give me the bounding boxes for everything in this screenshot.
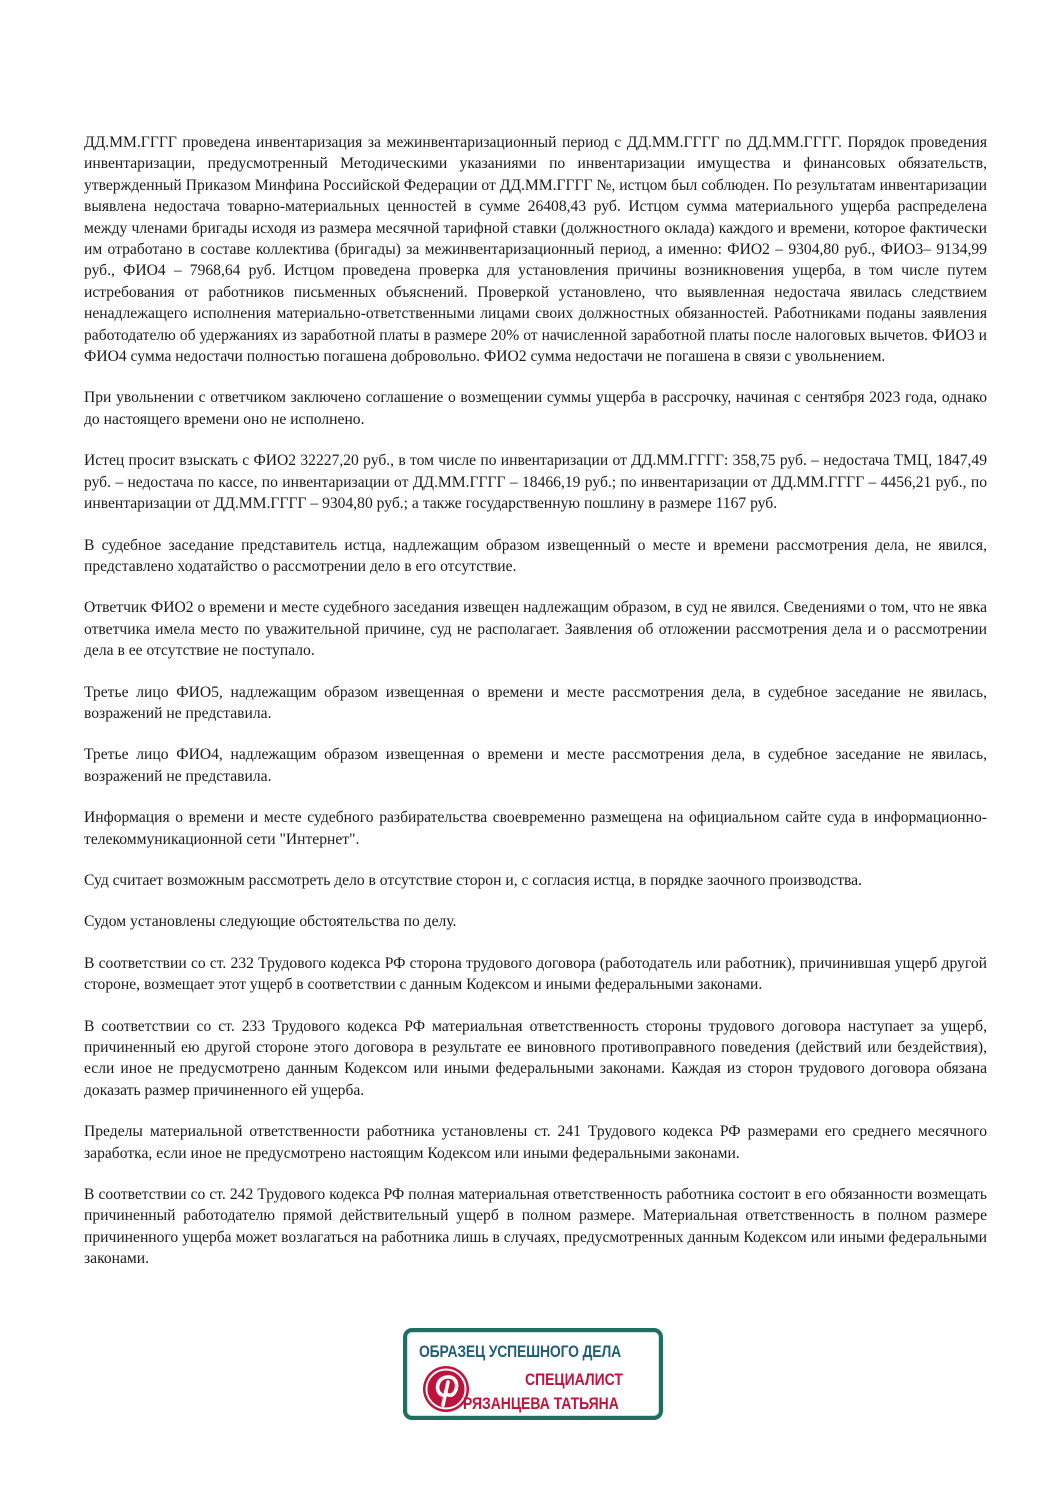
stamp-name: РЯЗАНЦЕВА ТАТЬЯНА (463, 1394, 619, 1413)
stamp-title: ОБРАЗЕЦ УСПЕШНОГО ДЕЛА (419, 1342, 621, 1361)
paragraph-third-party-fio5: Третье лицо ФИО5, надлежащим образом извещенная о времени и месте рассмотрения дела, в судебное заседание не явилась, возражений не представила. (84, 683, 987, 722)
paragraph-defendant-absence: Ответчик ФИО2 о времени и месте судебного заседания извещен надлежащим образом, в суд не явился. Сведениями о том, что не явка ответчика имела место по уважительной причине, суд не располагает. Заявления об отложении рассмотрения дела и о рассмотрении дела в ее отсутствие не поступало. (84, 599, 987, 660)
paragraph-article-242: В соответствии со ст. 242 Трудового кодекса РФ полная материальная ответственность работника состоит в его обязанности возмещать причиненный работодателю прямой действительный ущерб в полном размере. Материальная ответственность в полном размере причиненного ущерба может возлагаться на работника лишь в случаях, предусмотренных данным Кодексом или иными федеральными законами. (84, 1186, 987, 1268)
paragraph-article-233: В соответствии со ст. 233 Трудового кодекса РФ материальная ответственность стороны трудового договора наступает за ущерб, причиненный ею другой стороне этого договора в результате ее виновного противоправного поведения (действий или бездействия), если иное не предусмотрено данным Кодексом или иными федеральными законами. Каждая из сторон трудового договора обязана доказать размер причиненного ей ущерба. (84, 1017, 987, 1099)
paragraph-court-info: Информация о времени и месте судебного разбирательства своевременно размещена на официальном сайте суда в информационно-телекоммуникационной сети "Интернет". (84, 809, 987, 848)
paragraph-article-241: Пределы материальной ответственности работника установлены ст. 241 Трудового кодекса РФ размерами его среднего месячного заработка, если иное не предусмотрено настоящим Кодексом или иными федеральными законами. (84, 1123, 987, 1162)
sample-case-stamp (403, 1328, 663, 1420)
paragraph-plaintiff-absence: В судебное заседание представитель истца, надлежащим образом извещенный о месте и времени рассмотрения дела, не явился, представлено ходатайство о рассмотрении дело в его отсутствие. (84, 536, 987, 575)
paragraph-default-judgment: Суд считает возможным рассмотреть дело в отсутствие сторон и, с согласия истца, в порядке заочного производства. (84, 871, 862, 889)
paragraph-claim: Истец просит взыскать с ФИО2 32227,20 руб., в том числе по инвентаризации от ДД.ММ.ГГГГ: 358,75 руб. – недостача ТМЦ, 1847,49 руб. – недостача по кассе, по инвентаризации от ДД.ММ.ГГГГ – 18466,19 руб.; по инвентаризации от ДД.ММ.ГГГГ – 4456,21 руб., по инвентаризации от ДД.ММ.ГГГГ – 9304,80 руб.; а также государственную пошлину в размере 1167 руб. (84, 452, 987, 513)
stamp-role: СПЕЦИАЛИСТ (525, 1370, 623, 1389)
paragraph-third-party-fio4: Третье лицо ФИО4, надлежащим образом извещенная о времени и месте рассмотрения дела, в судебное заседание не явилась, возражений не представила. (84, 746, 987, 785)
paragraph-article-232: В соответствии со ст. 232 Трудового кодекса РФ сторона трудового договора (работодатель или работник), причинившая ущерб другой стороне, возмещает этот ущерб в соответствии с данным Кодексом и иными федеральными законами. (84, 954, 987, 994)
paragraph-circumstances: Судом установлены следующие обстоятельства по делу. (84, 913, 457, 931)
paragraph-installment-agreement: При увольнении с ответчиком заключено соглашение о возмещении суммы ущерба в рассрочку, начиная с сентября 2023 года, однако до настоящего времени оно не исполнено. (84, 389, 987, 428)
paragraph-inventory: ДД.ММ.ГГГГ проведена инвентаризация за межинвентаризационный период с ДД.ММ.ГГГГ по ДД.ММ.ГГГГ. Порядок проведения инвентаризации, предусмотренный Методическими указаниями по инвентаризации имущества и финансовых обязательств, утвержденный Приказом Минфина Российской Федерации от ДД.ММ.ГГГГ №, истцом был соблюден. По результатам инвентаризации выявлена недостача товарно-материальных ценностей в сумме 26408,43 руб. Истцом сумма материального ущерба распределена между членами бригады исходя из размера месячной тарифной ставки (должностного оклада) каждого и времени, которое фактически им отработано в составе коллектива (бригады) за межинвентаризационный период, а именно: ФИО2 – 9304,80 руб., ФИО3– 9134,99 руб., ФИО4 – 7968,64 руб. Истцом проведена проверка для установления причины возникновения ущерба, в том числе путем истребования от работников письменных объяснений. Проверкой установлено, что выявленная недостача явилась следствием ненадлежащего исполнения материально-ответственными лицами своих должностных обязанностей. Работниками поданы заявления работодателю об удержаниях из заработной платы в размере 20% от начисленной заработной платы после налоговых вычетов. ФИО3 и ФИО4 сумма недостачи полностью погашена добровольно. ФИО2 сумма недостачи не погашена в связи с увольнением. (84, 134, 987, 366)
document-body (84, 132, 987, 1290)
